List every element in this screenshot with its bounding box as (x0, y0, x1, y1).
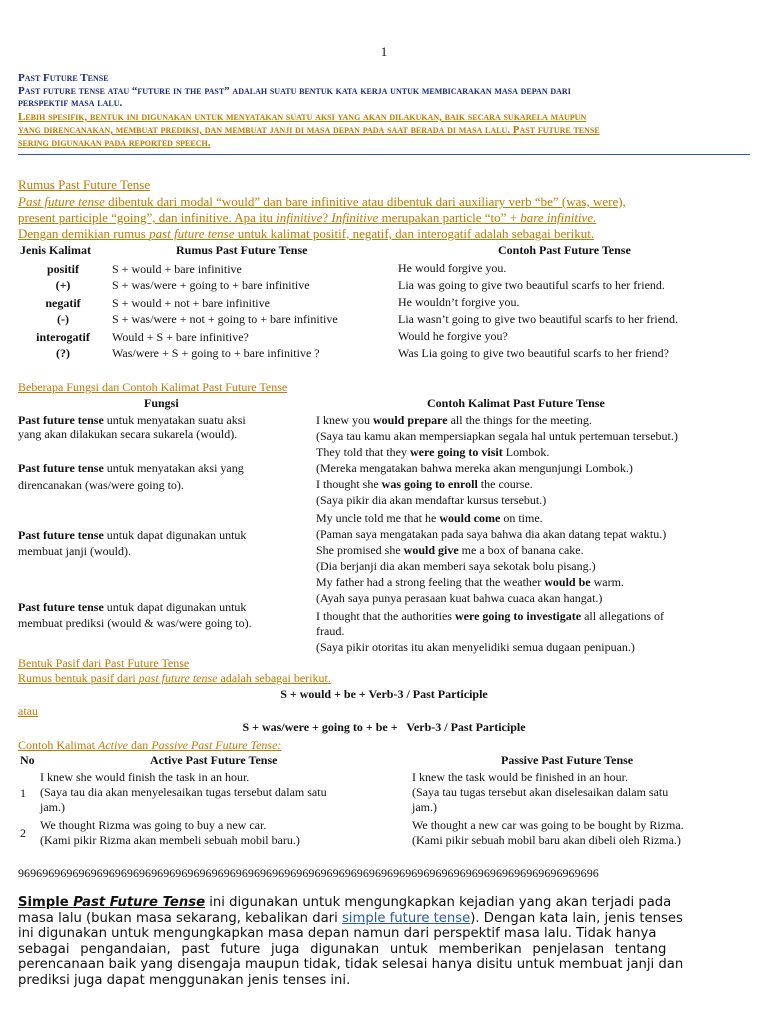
rumus-type: (+) (55, 278, 71, 292)
intro-detail-line1: Lebih spesifik, bentuk ini digunakan untuk menyatakan suatu aksi yang akan dilakukan, baik secara sukarela maupun (18, 111, 587, 123)
fungsi-example-translation: (Saya pikir dia akan mendaftar kursus tersebut.) (316, 493, 547, 507)
pasif-contoh-heading: Contoh Kalimat Active dan Passive Past Future Tense: (18, 738, 282, 752)
rumus-example: He wouldn’t forgive you. (398, 295, 520, 309)
fungsi-item: Past future tense untuk menyatakan aksi yang direncanakan (was/were going to). (18, 461, 244, 492)
rumus-col-rumus: Rumus Past Future Tense (176, 243, 308, 257)
pasif-formula-1: S + would + be + Verb-3 / Past Participle (280, 687, 488, 701)
fungsi-example-translation: (Dia berjanji dia akan memberi saya sekotak bolu pisang.) (316, 559, 596, 573)
fungsi-col-contoh: Contoh Kalimat Past Future Tense (427, 396, 605, 410)
rumus-type: (-) (57, 312, 69, 326)
fungsi-example: I thought she was going to enroll the course. (316, 477, 533, 491)
rumus-formula: S + was/were + going to + bare infinitive (112, 278, 310, 292)
pasif-intro: Rumus bentuk pasif dari past future tense adalah sebagai berikut. (18, 671, 331, 685)
rumus-example: Would he forgive you? (398, 329, 508, 343)
fungsi-heading: Beberapa Fungsi dan Contoh Kalimat Past Future Tense (18, 380, 288, 394)
rumus-col-contoh: Contoh Past Future Tense (498, 243, 631, 257)
rumus-paragraph-line1: Past future tense dibentuk dari modal “would” dan bare infinitive atau dibentuk dari auxiliary verb “be” (was, were), (18, 194, 626, 209)
fungsi-item: Past future tense untuk dapat digunakan untuk membuat prediksi (would & was/were going to). (18, 600, 252, 630)
intro-definition-line1: Past future tense atau “future in the past” adalah suatu bentuk kata kerja untuk membicarakan masa depan dari (18, 85, 571, 97)
pasif-formula-2: S + was/were + going to + be + Verb-3 / Past Participle (242, 720, 526, 734)
rumus-col-jenis: Jenis Kalimat (20, 243, 91, 257)
fungsi-col-fungsi: Fungsi (144, 396, 179, 410)
fungsi-example: I thought that the authorities were going to investigate all allegations of (316, 609, 665, 623)
page-number: 1 (380, 44, 388, 59)
pasif-row-passive: I knew the task would be finished in an hour. (Saya tau tugas tersebut akan diselesaikan dalam satu jam.) (412, 770, 669, 814)
fungsi-example-translation: (Saya pikir otoritas itu akan menyelidiki semua dugaan penipuan.) (316, 640, 635, 654)
rumus-heading: Rumus Past Future Tense (18, 177, 151, 192)
number-separator: 969696969696969696969696969696969696969696969696969696969696969696969696969696969696969696969696 (18, 866, 599, 880)
pasif-heading: Bentuk Pasif dari Past Future Tense (18, 656, 190, 670)
rumus-example: Lia was going to give two beautiful scarfs to her friend. (398, 278, 665, 292)
fungsi-item: Past future tense untuk menyatakan suatu aksi yang akan dilakukan secara sukarela (would). (18, 413, 246, 441)
rumus-example: He would forgive you. (398, 261, 507, 275)
rumus-type: positif (46, 262, 79, 276)
fungsi-example: My father had a strong feeling that the weather would be warm. (316, 575, 624, 589)
intro-detail-line2: yang direncanakan, membuat prediksi, dan membuat janji di masa depan pada saat berada di masa lalu. Past future tense (18, 124, 600, 136)
pasif-col-passive: Passive Past Future Tense (501, 753, 634, 767)
rumus-example: Lia wasn’t going to give two beautiful scarfs to her friend. (398, 312, 679, 326)
fungsi-example-translation: (Ayah saya punya perasaan kuat bahwa cuaca akan hangat.) (316, 591, 603, 605)
rumus-type: (?) (56, 346, 70, 360)
divider-line (18, 154, 750, 155)
fungsi-example-translation: (Paman saya mengatakan pada saya bahwa dia akan datang tepat waktu.) (316, 527, 667, 541)
rumus-type: negatif (45, 296, 81, 310)
rumus-formula: S + would + bare infinitive (112, 262, 242, 276)
pasif-col-active: Active Past Future Tense (150, 753, 278, 767)
rumus-formula: Was/were + S + going to + bare infinitive ? (112, 346, 320, 360)
rumus-formula: S + would + not + bare infinitive (112, 296, 270, 310)
rumus-paragraph-line3: Dengan demikian rumus past future tense untuk kalimat positif, negatif, dan interogatif adalah sebagai berikut. (18, 226, 595, 241)
rumus-formula: Would + S + bare infinitive? (112, 330, 249, 344)
pasif-row-passive: We thought a new car was going to be bought by Rizma. (Kami pikir sebuah mobil baru akan dibeli oleh Rizma.) (412, 818, 684, 847)
rumus-type: interogatif (36, 330, 90, 344)
pasif-atau: atau (18, 704, 38, 718)
intro-detail-line3: sering digunakan pada reported speech. (18, 137, 211, 149)
pasif-row-active: I knew she would finish the task in an hour. (Saya tau dia akan menyelesaikan tugas tersebut dalam satu jam.) (40, 770, 327, 814)
pasif-col-no: No (20, 753, 35, 767)
fungsi-example: My uncle told me that he would come on time. (316, 511, 543, 525)
intro-title: Past Future Tense (18, 72, 109, 84)
rumus-formula: S + was/were + not + going to + bare infinitive (112, 312, 338, 326)
fungsi-item: Past future tense untuk dapat digunakan untuk membuat janji (would). (18, 528, 247, 558)
fungsi-example: She promised she would give me a box of banana cake. (316, 543, 584, 557)
fungsi-example: They told that they were going to visit Lombok. (316, 445, 550, 459)
fungsi-example-translation: (Mereka mengatakan bahwa mereka akan mengunjungi Lombok.) (316, 461, 633, 475)
rumus-example: Was Lia going to give two beautiful scarfs to her friend? (398, 346, 669, 360)
simple-future-tense-link[interactable]: simple future tense (341, 910, 471, 926)
simple-paragraph: Simple Past Future Tense ini digunakan untuk mengungkapkan kejadian yang akan terjadi pada masa lalu (bukan masa sekarang, kebalikan dari simple future tense). Dengan kata lain, jenis tenses ini digunakan untuk mengungkapkan masa depan namun dari perspektif masa lalu. Tidak hanya sebagai pengandaian, past future juga digunakan untuk memberikan penjelasan tentang perencanaan baik yang disengaja maupun tidak, tidak selesai hanya disitu untuk membuat janji dan prediksi juga dapat menggunakan jenis tenses ini. (18, 895, 684, 988)
intro-definition-line2: perspektif masa lalu. (18, 97, 123, 109)
fungsi-example: I knew you would prepare all the things for the meeting. (316, 413, 592, 427)
fungsi-example-continuation: fraud. (316, 624, 345, 638)
fungsi-example-translation: (Saya tau kamu akan mempersiapkan segala hal untuk pertemuan tersebut.) (316, 429, 678, 443)
pasif-row-no: 1 (20, 786, 26, 800)
pasif-row-active: We thought Rizma was going to buy a new car. (Kami pikir Rizma akan membeli sebuah mobil baru.) (40, 818, 300, 847)
pasif-row-no: 2 (20, 826, 26, 840)
rumus-paragraph-line2: present participle “going”, dan infinitive. Apa itu infinitive? Infinitive merupakan particle “to” + bare infinitive. (18, 210, 597, 225)
